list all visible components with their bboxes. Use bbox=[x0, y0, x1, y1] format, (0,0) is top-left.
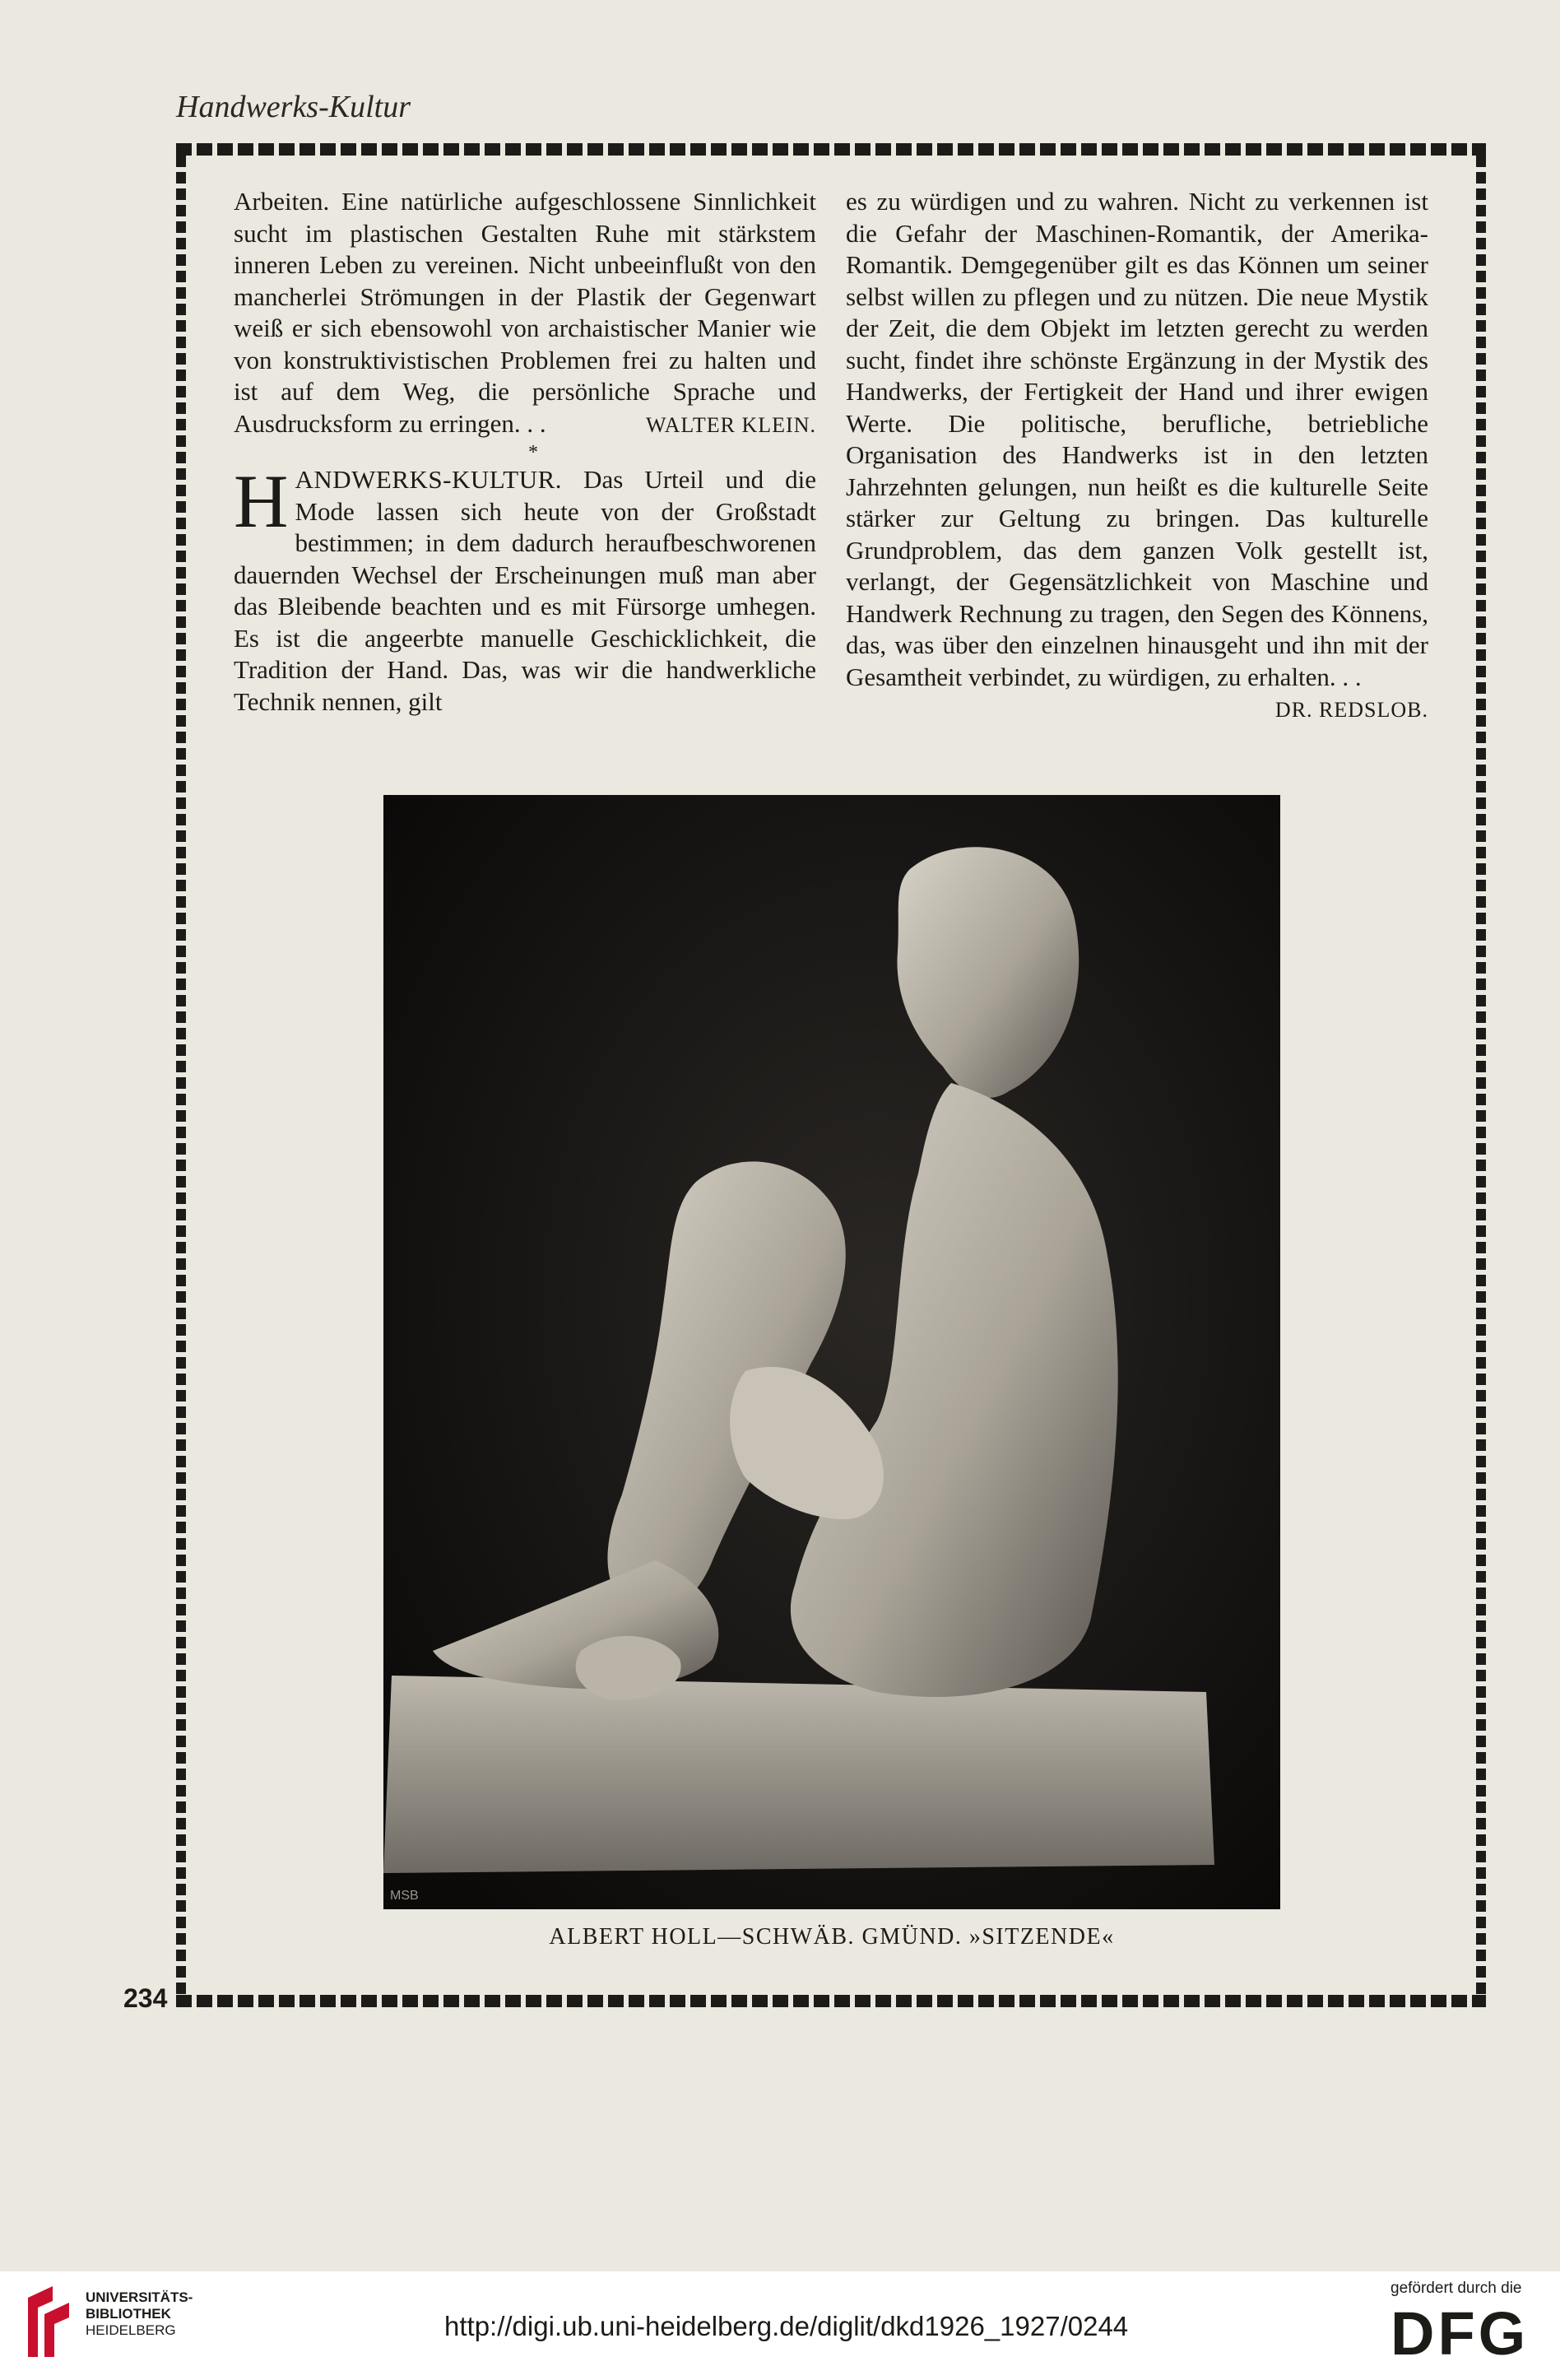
library-name-line: HEIDELBERG bbox=[86, 2322, 176, 2338]
article-paragraph bbox=[234, 459, 817, 718]
article-heading: ANDWERKS-KULTUR. bbox=[295, 465, 563, 494]
running-head: Handwerks-Kultur bbox=[176, 90, 411, 124]
author-signature: WALTER KLEIN. bbox=[645, 412, 816, 437]
section-separator: * bbox=[528, 442, 538, 463]
paragraph-text: Das Urteil und die Mode lassen sich heute von der Großstadt bestimmen; in dem dadurch heraufbeschworenen dauernden Wechsel der Erscheinungen muß man aber das Bleibende beachten und es mit Fürsorge umhegen. Es ist die angeerbte manuelle Geschicklichkeit, die Tradition der Hand. Das, was wir die handwerkliche Technik nennen, gilt bbox=[234, 465, 817, 716]
paragraph-text: Arbeiten. Eine natürliche aufgeschlossene Sinnlichkeit sucht im plastischen Gestalten Ruhe mit stärkstem inneren Leben zu vereinen. Nicht unbeeinflußt von den mancherlei Strömungen in der Plastik der Gegenwart weiß er sich ebensowohl von archaistischer Manier wie von konstruktivistischen Problemen frei zu halten und ist auf dem Weg, die persönliche Sprache und Ausdrucksform zu erringen. . . bbox=[234, 187, 816, 438]
permalink-url[interactable]: http://digi.ub.uni-heidelberg.de/diglit/dkd1926_1927/0244 bbox=[444, 2311, 1129, 2341]
author-signature: DR. REDSLOB. bbox=[1274, 698, 1428, 722]
decorative-border-right bbox=[1476, 156, 1486, 1995]
library-name-line: BIBLIOTHEK bbox=[86, 2306, 171, 2322]
figure-caption: ALBERT HOLL—SCHWÄB. GMÜND. »SITZENDE« bbox=[549, 1924, 1115, 1950]
sculpture-photograph bbox=[383, 795, 1280, 1909]
sculpture-illustration bbox=[383, 795, 1280, 1909]
library-name bbox=[86, 2289, 193, 2339]
article-paragraph bbox=[234, 186, 816, 439]
dfg-logo: DFG bbox=[1391, 2299, 1530, 2368]
library-name-line: UNIVERSITÄTS- bbox=[86, 2289, 193, 2305]
paragraph-text: es zu würdigen und zu wahren. Nicht zu verkennen ist die Gefahr der Maschinen-Romantik, der Amerika-Romantik. Demgegenüber gilt es das Können um seiner selbst willen zu pflegen und zu nützen. Die neue Mystik der Zeit, die dem Objekt im letzten gerecht zu werden sucht, findet ihre schönste Ergänzung in der Mystik des Handwerks, der Fertigkeit der Hand und ihrer ewigen Werte. Die politische, berufliche, betriebliche Organisation des Handwerks ist in den letzten Jahrzehnten gelungen, nun heißt es die kulturelle Seite stärker zur Geltung zu bringen. Das kulturelle Grundproblem, das dem ganzen Volk gestellt ist, verlangt, der Gegensätzlichkeit von Maschine und Handwerk Rechnung zu tragen, den Segen des Könnens, das, was über den einzelnen hinausgeht und ihn mit der Gesamtheit verbindet, zu würdigen, zu erhalten. . . bbox=[846, 187, 1428, 691]
text-column-right bbox=[846, 186, 1428, 727]
page-number: 234 bbox=[123, 1983, 168, 2013]
drop-cap: H bbox=[234, 459, 289, 543]
text-column-left bbox=[234, 186, 816, 718]
article-paragraph bbox=[846, 186, 1428, 722]
decorative-border-left bbox=[176, 156, 186, 1995]
decorative-border-top bbox=[176, 143, 1486, 156]
university-library-logo-icon bbox=[21, 2281, 79, 2364]
sponsor-note: gefördert durch die bbox=[1391, 2280, 1522, 2297]
decorative-border-bottom bbox=[176, 1995, 1486, 2007]
photographer-monogram: MSB bbox=[390, 1889, 419, 1903]
plinth-shape bbox=[383, 1676, 1214, 1873]
